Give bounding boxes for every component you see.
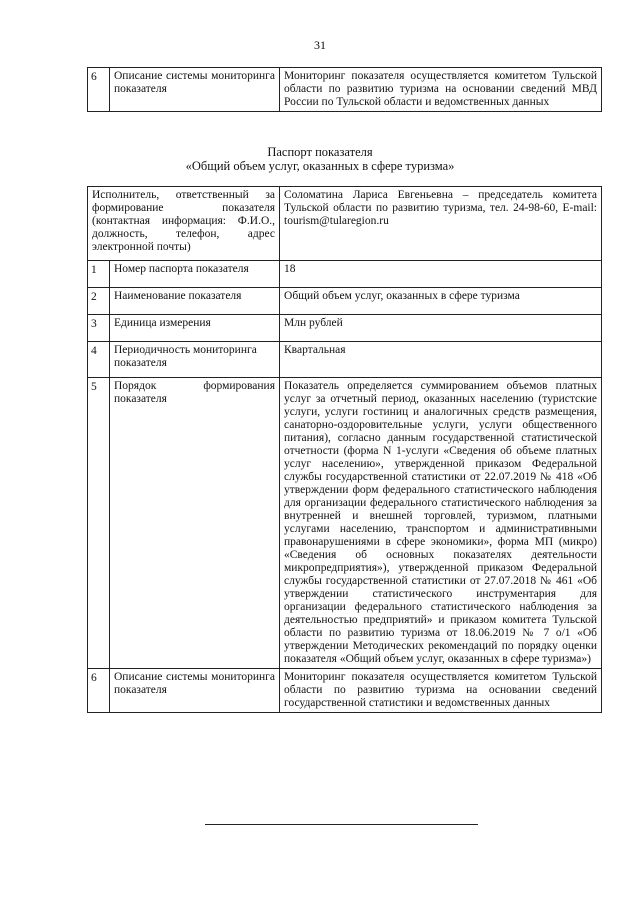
row-value: 18 [280,261,602,288]
responsible-label: Исполнитель, ответственный за формирование показателя (контактная информация: Ф.И.О., должность, телефон, адрес электронной почты) [88,187,280,261]
row-number: 3 [88,315,110,342]
row-value: Квартальная [280,342,602,378]
row-value: Показатель определяется суммированием объемов платных услуг за отчетный период, оказанных населению (туристские услуги, услуги гостиниц и аналогичных средств размещения, санаторно-оздоровительные услуги, услуги общественного питания), согласно данным государственной статистической отчетности (форма N 1-услуги «Сведения об объеме платных услуг населению», утвержденной приказом Федеральной службы государственной статистики от 22.07.2019 № 418 «Об утверждении форм федерального статистического наблюдения для организации федерального статистического наблюдения за внутренней и внешней торговлей, туризмом, платными услугами населению, транспортом и административными правонарушениями в сфере экономики», форма МП (микро) «Сведения об основных показателях деятельности микропредприятия»), утвержденной приказом Федеральной службы государственной статистики от 27.07.2018 № 461 «Об утверждении статистического инструментария для организации федерального статистического наблюдения за деятельностью предприятий» и приказом комитета Тульской области по развитию туризма от 18.06.2019 № 7 о/1 «Об утверждении Методических рекомендаций по порядку оценки показателя «Общий объем услуг, оказанных в сфере туризма») [280,378,602,669]
row-number: 6 [88,68,110,112]
passport-table [87,186,602,713]
page-number: 31 [314,38,326,52]
table-row-responsible [88,187,602,261]
row-label: Единица измерения [110,315,280,342]
footer-divider [205,824,478,825]
table-row [88,68,602,112]
row-label: Периодичность мониторинга показателя [110,342,280,378]
table-row [88,378,602,669]
row-number: 1 [88,261,110,288]
row-label: Порядок формирования показателя [110,378,280,669]
row-value: Мониторинг показателя осуществляется комитетом Тульской области по развитию туризма на основании сведений МВД России по Тульской области и ведомственных данных [280,68,602,112]
row-number: 4 [88,342,110,378]
row-number: 5 [88,378,110,669]
row-label: Наименование показателя [110,288,280,315]
row-value: Мониторинг показателя осуществляется комитетом Тульской области по развитию туризма на основании сведений государственной статистики и ведомственных данных [280,669,602,713]
passport-title-line2: «Общий объем услуг, оказанных в сфере туризма» [185,159,455,173]
passport-title [0,145,640,173]
row-label: Описание системы мониторинга показателя [110,68,280,112]
table-row [88,669,602,713]
table-row [88,288,602,315]
row-label: Описание системы мониторинга показателя [110,669,280,713]
row-number: 2 [88,288,110,315]
passport-title-line1: Паспорт показателя [267,145,373,159]
previous-passport-table [87,67,602,112]
responsible-value: Соломатина Лариса Евгеньевна – председатель комитета Тульской области по развитию туризма, тел. 24-98-60, E-mail: tourism@tularegion.ru [280,187,602,261]
row-label: Номер паспорта показателя [110,261,280,288]
table-row [88,342,602,378]
table-row [88,315,602,342]
row-number: 6 [88,669,110,713]
row-value: Млн рублей [280,315,602,342]
table-row [88,261,602,288]
row-value: Общий объем услуг, оказанных в сфере туризма [280,288,602,315]
